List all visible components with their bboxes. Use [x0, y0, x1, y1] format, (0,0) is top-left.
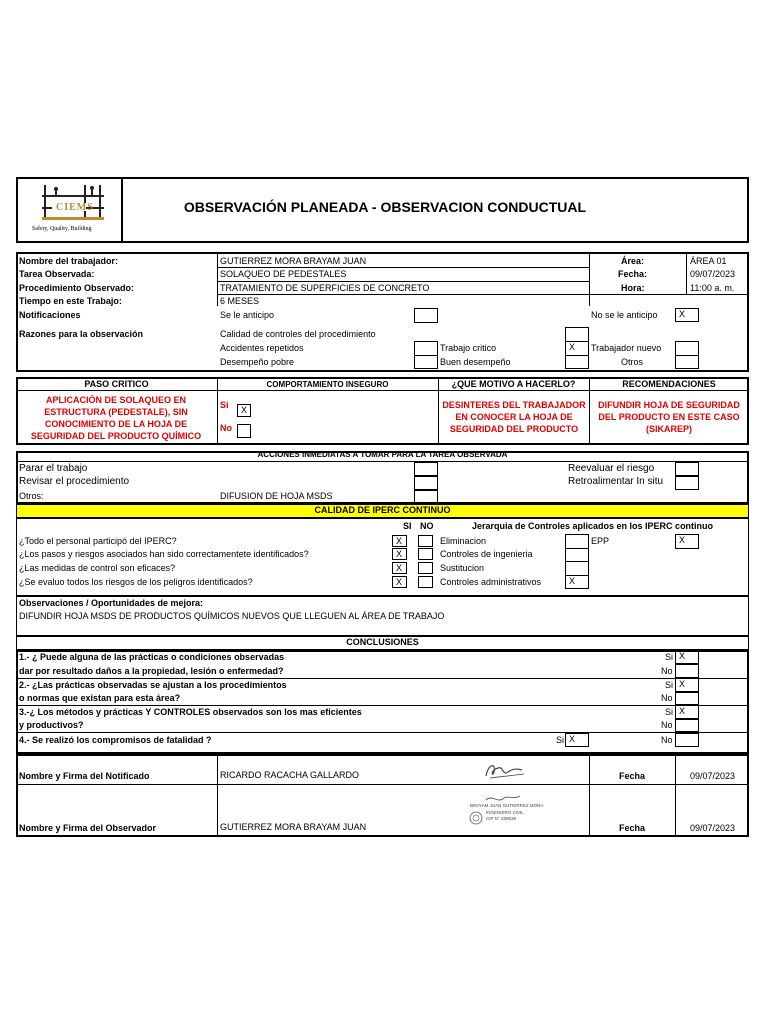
reason-calidad: Calidad de controles del procedimiento: [220, 329, 376, 339]
action-reevaluar-checkbox[interactable]: [675, 462, 699, 476]
worker-name-label: Nombre del trabajador:: [19, 256, 119, 266]
notifications-label: Notificaciones: [19, 310, 81, 320]
conclusion-q2-si-checkbox[interactable]: X: [675, 678, 699, 692]
reason-nuevo-checkbox[interactable]: [675, 341, 699, 356]
date-value: 09/07/2023: [690, 269, 736, 279]
procedure-value: TRATAMIENTO DE SUPERFICIES DE CONCRETO: [220, 283, 430, 293]
control-eliminacion-checkbox[interactable]: [565, 534, 589, 549]
iperc-q1-no-checkbox[interactable]: [418, 535, 433, 547]
row-divider: [16, 784, 749, 785]
conclusion-q1-no-label: No: [661, 666, 673, 676]
notif-anticipo-checkbox[interactable]: [414, 308, 438, 323]
conclusion-q4-no-checkbox[interactable]: [675, 733, 699, 747]
reason-buen-checkbox[interactable]: [565, 355, 589, 369]
row-divider: [16, 732, 749, 733]
worker-name-value: GUTIERREZ MORA BRAYAM JUAN: [220, 256, 367, 266]
page-title: OBSERVACIÓN PLANEADA - OBSERVACION CONDUCTUAL: [183, 199, 587, 215]
reason-otros: Otros: [621, 357, 644, 367]
row-divider: [16, 705, 749, 706]
conclusion-q4-si-checkbox[interactable]: X: [565, 733, 589, 747]
signature-scribble-icon: [482, 760, 528, 782]
logo-tagline: Safety, Quality, Building: [32, 226, 92, 232]
conclusion-q4-no-label: No: [661, 735, 673, 745]
time-label: Tiempo en este Trabajo:: [19, 296, 122, 306]
sign-date-1: 09/07/2023: [690, 771, 736, 781]
iperc-q2-no-checkbox[interactable]: [418, 548, 433, 560]
logo-text: CIEMS: [56, 202, 94, 213]
row-divider: [16, 461, 749, 462]
reason-desempeno: Desempeño pobre: [220, 357, 295, 367]
conclusion-q1-no-checkbox[interactable]: [675, 664, 699, 678]
unsafe-si-label: Si: [220, 400, 229, 410]
iperc-header: CALIDAD DE IPERC CONTINUO: [314, 505, 451, 515]
conclusion-q3-no-label: No: [661, 720, 673, 730]
action-parar: Parar el trabajo: [19, 463, 88, 474]
recommendation-text: DIFUNDIR HOJA DE SEGURIDAD DEL PRODUCTO EN ESTE CASO (SIKAREP): [598, 400, 740, 434]
reason-critico-checkbox[interactable]: X: [565, 341, 589, 356]
conclusion-q3-no-checkbox[interactable]: [675, 719, 699, 732]
iperc-no-header: NO: [420, 521, 434, 531]
col-divider: [675, 754, 676, 837]
conclusion-q1-si-checkbox[interactable]: X: [675, 650, 699, 664]
task-value: SOLAQUEO DE PEDESTALES: [220, 269, 347, 279]
iperc-q4-si-checkbox[interactable]: X: [392, 576, 407, 588]
control-administrativos-checkbox[interactable]: X: [565, 575, 589, 589]
jerarquia-header: Jerarquia de Controles aplicados en los IPERC continuo: [472, 521, 714, 531]
conclusion-q2-si-label: Si: [665, 680, 674, 690]
critical-step-text: APLICACIÓN DE SOLAQUEO EN ESTRUCTURA (PEDESTALE), SIN CONOCIMIENTO DE LA HOJA DE SEGURIDAD DEL PRODUCTO QUÍMICO: [30, 395, 202, 441]
reason-accidentes: Accidentes repetidos: [220, 343, 304, 353]
date-label: Fecha:: [618, 269, 648, 279]
notif-option-anticipo: Se le anticipo: [220, 310, 275, 320]
control-ingenieria: Controles de ingenieria: [440, 549, 533, 559]
iperc-si-header: SI: [403, 521, 412, 531]
reason-buen: Buen desempeño: [440, 357, 511, 367]
reasons-label: Razones para la observación: [19, 329, 144, 339]
conclusion-q3-line2: y productivos?: [19, 720, 84, 730]
area-value: ÁREA 01: [690, 256, 727, 266]
action-revisar: Revisar el procedimiento: [19, 476, 130, 487]
control-sustitucion-checkbox[interactable]: [565, 561, 589, 576]
iperc-q4-no-checkbox[interactable]: [418, 576, 433, 588]
action-revisar-checkbox[interactable]: [414, 476, 438, 490]
conclusion-q2-no-label: No: [661, 693, 673, 703]
sign-date-2: 09/07/2023: [690, 823, 736, 833]
company-logo: [26, 183, 118, 237]
time-of-day-value: 11:00 a. m.: [690, 283, 735, 293]
header-recomendaciones: RECOMENDACIONES: [622, 379, 716, 389]
procedure-label: Procedimiento Observado:: [19, 283, 135, 293]
iperc-q3-no-checkbox[interactable]: [418, 562, 433, 574]
iperc-q1-si-checkbox[interactable]: X: [392, 535, 407, 547]
col-divider: [217, 252, 218, 306]
reason-calidad-checkbox[interactable]: [565, 327, 589, 342]
row-divider: [16, 678, 749, 679]
header-paso-critico: PASO CRITICO: [84, 379, 149, 389]
header-comportamiento: COMPORTAMIENTO INSEGURO: [266, 380, 389, 389]
iperc-q3: ¿Las medidas de control son eficaces?: [19, 563, 176, 573]
area-label: Área:: [621, 256, 645, 266]
row-divider: [16, 390, 749, 391]
action-retro-checkbox[interactable]: [675, 476, 699, 490]
observations-label: Observaciones / Oportunidades de mejora:: [19, 598, 204, 608]
action-otros-checkbox[interactable]: [414, 490, 438, 503]
action-retro: Retroalimentar In situ: [568, 476, 664, 487]
stamp-name: BRAYAM JUAN GUTIERREZ MORA: [470, 803, 544, 808]
conclusion-q3-si-checkbox[interactable]: X: [675, 705, 699, 719]
conclusion-q1-si-label: Si: [665, 652, 674, 662]
time-value: 6 MESES: [220, 296, 260, 306]
observer-sign-label: Nombre y Firma del Observador: [19, 823, 157, 833]
actions-header: ACCIONES INMEDIATAS A TOMAR PARA LA TAREA OBSERVADA: [257, 450, 508, 459]
col-divider: [589, 252, 590, 306]
action-otros-label: Otros:: [19, 491, 44, 501]
row-divider: [217, 267, 589, 268]
stamp-title: INGENIERO CIVIL: [486, 810, 524, 815]
reason-nuevo: Trabajador nuevo: [591, 343, 662, 353]
iperc-q2-si-checkbox[interactable]: X: [392, 548, 407, 560]
sign-date-label-1: Fecha: [619, 771, 646, 781]
observer-name: GUTIERREZ MORA BRAYAM JUAN: [220, 822, 367, 832]
iperc-q2: ¿Los pasos y riesgos asociados han sido correctamentete identificados?: [19, 549, 309, 559]
row-divider: [217, 281, 589, 282]
control-sustitucion: Sustitucion: [440, 563, 485, 573]
notif-option-no-anticipo: No se le anticipo: [591, 310, 658, 320]
engineer-stamp: [466, 792, 556, 826]
notified-signature: [482, 760, 528, 782]
action-reevaluar: Reevaluar el riesgo: [568, 463, 655, 474]
task-label: Tarea Observada:: [19, 269, 95, 279]
conclusion-q2-line2: o normas que existan para esta área?: [19, 693, 181, 703]
iperc-q4: ¿Se evaluo todos los riesgos de los peligros identificados?: [19, 577, 253, 587]
control-eliminacion: Eliminacion: [440, 536, 487, 546]
reason-otros-checkbox[interactable]: [675, 355, 699, 369]
conclusions-header: CONCLUSIONES: [346, 637, 419, 647]
control-epp: EPP: [591, 536, 610, 546]
reason-desempeno-checkbox[interactable]: [414, 355, 438, 369]
iperc-q3-si-checkbox[interactable]: X: [392, 562, 407, 574]
col-divider: [217, 754, 218, 837]
conclusion-q2-no-checkbox[interactable]: [675, 692, 699, 705]
control-administrativos: Controles administrativos: [440, 577, 542, 587]
col-divider: [686, 252, 687, 294]
notif-no-anticipo-checkbox[interactable]: X: [675, 308, 699, 322]
control-ingenieria-checkbox[interactable]: [565, 548, 589, 562]
unsafe-si-checkbox[interactable]: X: [237, 404, 251, 417]
header-motivo: ¿QUE MOTIVO A HACERLO?: [451, 379, 576, 389]
conclusion-q4: 4.- Se realizó los compromisos de fatalidad ?: [19, 735, 212, 745]
conclusion-q3-si-label: Si: [665, 707, 674, 717]
conclusion-q3-line1: 3.-¿ Los métodos y prácticas Y CONTROLES observados son los mas eficientes: [19, 707, 362, 717]
notified-sign-label: Nombre y Firma del Notificado: [19, 771, 150, 781]
notified-name: RICARDO RACACHA GALLARDO: [220, 770, 360, 780]
sign-date-label-2: Fecha: [619, 823, 646, 833]
observations-value: DIFUNDIR HOJA MSDS DE PRODUCTOS QUÍMICOS NUEVOS QUE LLEGUEN AL ÁREA DE TRABAJO: [19, 611, 445, 621]
action-parar-checkbox[interactable]: [414, 462, 438, 476]
unsafe-no-label: No: [220, 423, 232, 433]
reason-critico: Trabajo critico: [440, 343, 497, 353]
reason-accidentes-checkbox[interactable]: [414, 341, 438, 356]
unsafe-no-checkbox[interactable]: [237, 424, 251, 438]
iperc-q1: ¿Todo el personal participó del IPERC?: [19, 536, 177, 546]
action-otros-value: DIFUSION DE HOJA MSDS: [220, 491, 333, 501]
conclusion-q1-line2: dar por resultado daños a la propiedad, lesión o enfermedad?: [19, 666, 284, 676]
stamp-cip: CIP N° 259639: [486, 816, 516, 821]
conclusion-q1-line1: 1.- ¿ Puede alguna de las prácticas o condiciones observadas: [19, 652, 285, 662]
conclusion-q2-line1: 2.- ¿Las prácticas observadas se ajustan a los procedimientos: [19, 680, 287, 690]
row-divider: [217, 294, 749, 295]
conclusion-q4-si-label: Si: [556, 735, 565, 745]
motive-text: DESINTERES DEL TRABAJADOR EN CONOCER LA HOJA DE SEGURIDAD DEL PRODUCTO: [442, 400, 586, 434]
time-of-day-label: Hora:: [621, 283, 645, 293]
control-epp-checkbox[interactable]: X: [675, 534, 699, 549]
col-divider: [589, 754, 590, 837]
